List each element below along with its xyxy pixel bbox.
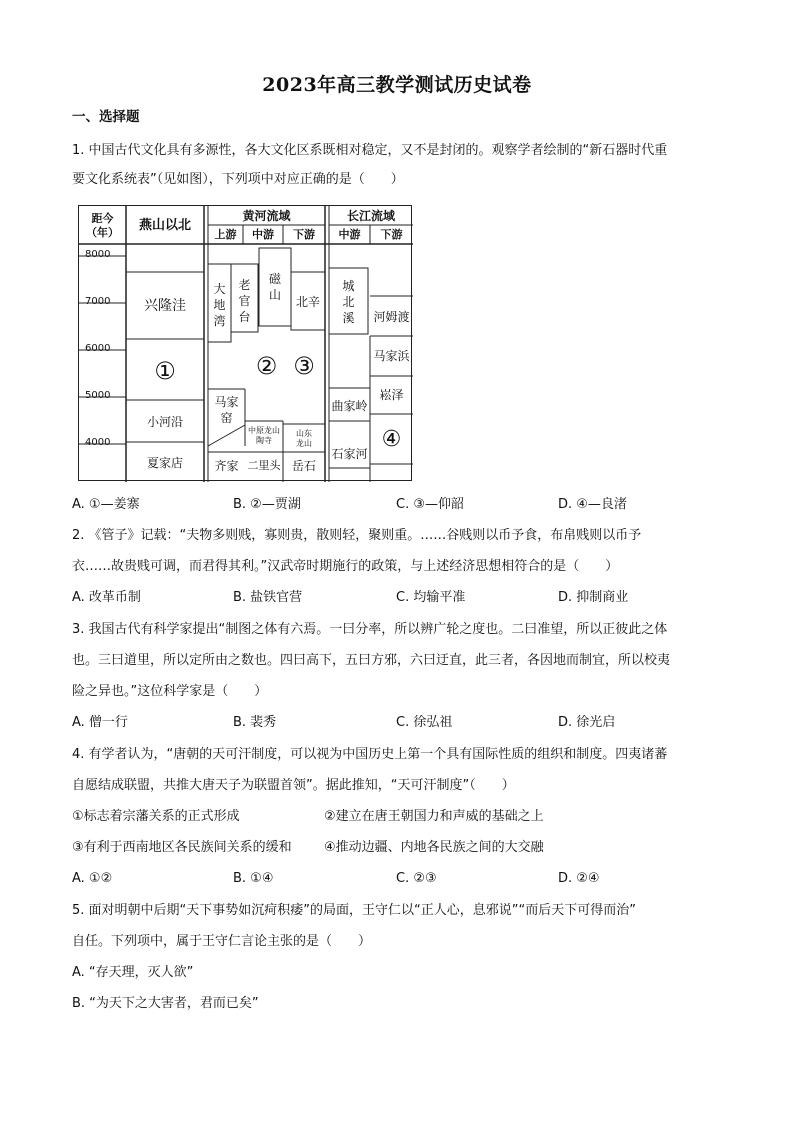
q3-stem-line3: 险之异也。”这位科学家是（ ）	[72, 684, 268, 699]
section-heading: 一、选择题	[72, 109, 140, 125]
q2-option-c: C. 均输平准	[396, 590, 466, 605]
chart-label-beixin: 北辛	[295, 295, 320, 309]
q4-statement-2: ②建立在唐王朝国力和声威的基础之上	[324, 809, 544, 824]
q5-option-b: B. “为天下之大害者，君而已矣”	[72, 996, 259, 1011]
q2-option-a: A. 改革币制	[72, 590, 141, 605]
chart-label-sub-cj-down: 下游	[380, 228, 403, 241]
chart-label-header-changjiang: 长江流域	[346, 209, 395, 223]
chart-label-zhongyuan-longshan: 中原龙山 陶寺	[248, 426, 280, 445]
q4-stem-line2: 自愿结成联盟，共推大唐天子为联盟首领”。据此推知，“天可汗制度”（ ）	[72, 778, 515, 793]
chart-label-circle-1: ①	[154, 356, 176, 385]
chart-year-tick-5000: 5000	[85, 390, 111, 401]
q4-option-d: D. ②④	[558, 871, 600, 886]
chart-label-cishan: 磁 山	[268, 272, 281, 302]
chart-year-tick-6000: 6000	[85, 343, 111, 354]
q3-stem-line1: 3. 我国古代有科学家提出“制图之体有六焉。一曰分率，所以辨广轮之度也。二曰准望，所以正彼此之体	[72, 622, 668, 637]
q5-option-a: A. “存天理，灭人欲”	[72, 965, 194, 980]
chart-label-qijia: 齐家	[214, 459, 239, 473]
q4-statement-1: ①标志着宗藩关系的正式形成	[72, 809, 240, 824]
q1-stem-line2: 要文化系统表”（见如图），下列项中对应正确的是（ ）	[72, 172, 404, 187]
chart-label-sub-cj-mid: 中游	[338, 228, 361, 241]
chart-label-circle-3: ③	[293, 351, 315, 380]
chart-label-sub-up: 上游	[214, 228, 237, 241]
chart-label-sub-down: 下游	[293, 228, 315, 241]
chart-label-circle-4: ④	[381, 426, 402, 452]
q3-option-a: A. 僧一行	[72, 715, 128, 730]
q5-stem-line1: 5. 面对明朝中后期“天下事势如沉疴积痿”的局面，王守仁以“正人心，息邪说”“而后天下可得而治”	[72, 903, 636, 918]
chart-year-tick-7000: 7000	[85, 296, 111, 307]
chart-label-majiayao: 马家 窑	[214, 395, 239, 425]
q3-option-d: D. 徐光启	[558, 715, 616, 730]
q1-option-d: D. ④—良渚	[558, 497, 627, 512]
chart-label-xiajiadian: 夏家店	[146, 456, 183, 470]
chart-label-chengbeixi: 城 北 溪	[342, 279, 355, 325]
q1-option-a: A. ①—姜寨	[72, 497, 140, 512]
chart-label-circle-2: ②	[255, 351, 278, 380]
q3-stem-line2: 也。三曰道里，所以定所由之数也。四曰高下，五曰方邪，六曰迂直，此三者，各因地而制宜，所以校夷	[72, 653, 671, 668]
chart-label-xinglongwa: 兴隆洼	[144, 298, 186, 314]
neolithic-culture-chart	[78, 205, 412, 481]
chart-label-xiaoheyan: 小河沿	[146, 415, 183, 429]
q4-stem-line1: 4. 有学者认为，“唐朝的天可汗制度，可以视为中国历史上第一个具有国际性质的组织和制度。四夷诸蕃	[72, 747, 668, 762]
exam-title: 2023年高三教学测试历史试卷	[262, 74, 532, 96]
chart-label-qujialing: 曲家岭	[331, 399, 368, 413]
chart-label-shandong-longshan: 山东 龙山	[296, 429, 312, 448]
q4-statement-4: ④推动边疆、内地各民族之间的大交融	[324, 840, 544, 855]
q1-option-c: C. ③—仰韶	[396, 497, 464, 512]
chart-label-erlitou: 二里头	[247, 459, 281, 472]
q3-option-b: B. 裴秀	[233, 715, 277, 730]
q4-statement-3: ③有利于西南地区各民族间关系的缓和	[72, 840, 292, 855]
chart-label-header-yanshan: 燕山以北	[138, 217, 191, 233]
chart-label-sub-mid: 中游	[252, 228, 274, 241]
chart-label-header-year: 距今 （年）	[86, 212, 119, 239]
chart-label-yueshi: 岳石	[291, 459, 316, 473]
chart-label-shijiahe: 石家河	[331, 447, 368, 461]
chart-label-dadiwan: 大 地 湾	[213, 282, 226, 328]
q4-option-c: C. ②③	[396, 871, 437, 886]
q4-option-a: A. ①②	[72, 871, 113, 886]
q1-option-b: B. ②—贾湖	[233, 497, 301, 512]
q2-option-d: D. 抑制商业	[558, 590, 629, 605]
chart-year-tick-4000: 4000	[85, 437, 111, 448]
q5-stem-line2: 自任。下列项中，属于王守仁言论主张的是（ ）	[72, 934, 372, 949]
q2-stem-line1: 2. 《管子》记载：“夫物多则贱，寡则贵，散则轻，聚则重。……谷贱则以币予食，布帛贱则以币予	[72, 528, 642, 543]
q3-option-c: C. 徐弘祖	[396, 715, 453, 730]
chart-label-majiabang: 马家浜	[373, 349, 410, 363]
chart-year-tick-8000: 8000	[85, 249, 111, 260]
q2-stem-line2: 衣……故贵贱可调，而君得其利。”汉武帝时期施行的政策，与上述经济思想相符合的是（ ）	[72, 559, 619, 574]
chart-label-hemudu: 河姆渡	[373, 310, 410, 324]
q2-option-b: B. 盐铁官营	[233, 590, 303, 605]
q1-stem-line1: 1. 中国古代文化具有多源性，各大文化区系既相对稳定，又不是封闭的。观察学者绘制的“新石器时代重	[72, 143, 668, 158]
chart-label-songze: 崧泽	[379, 388, 404, 402]
chart-label-laoguantai: 老 官 台	[238, 278, 251, 324]
chart-label-header-huanghe: 黄河流域	[242, 209, 291, 223]
q4-option-b: B. ①④	[233, 871, 274, 886]
